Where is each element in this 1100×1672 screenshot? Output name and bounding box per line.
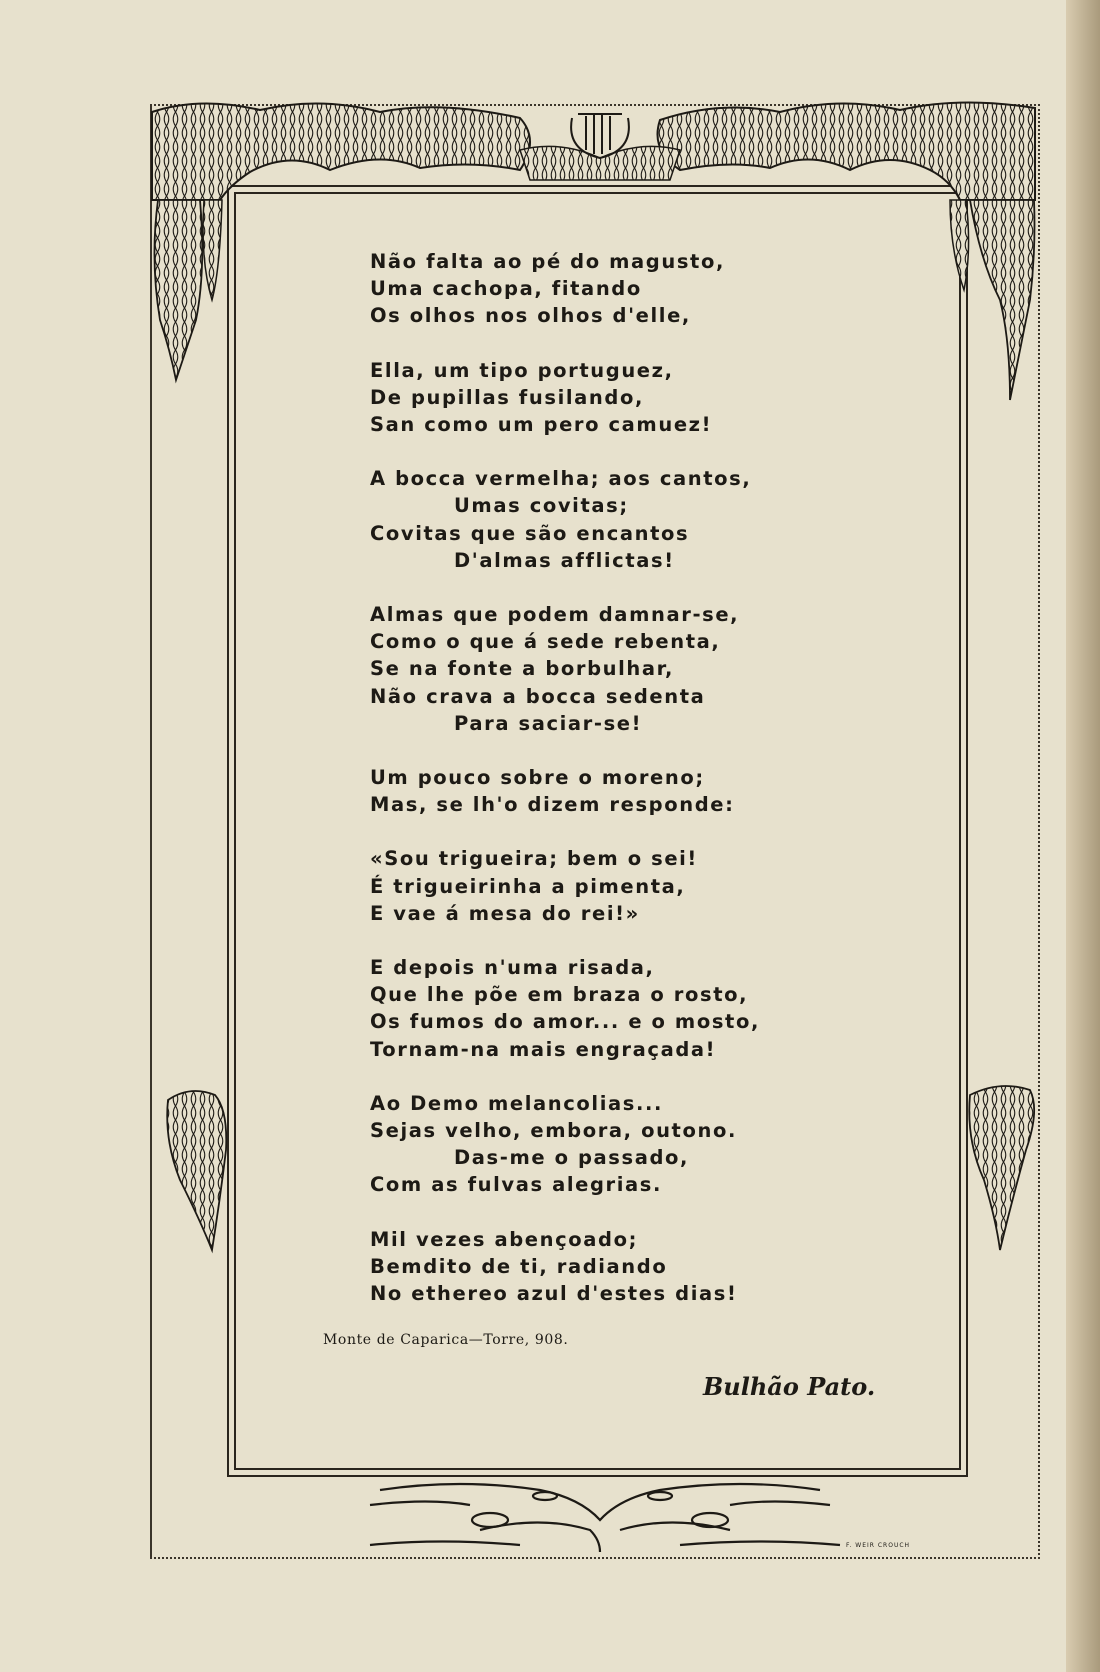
author-signature: Bulhão Pato.: [703, 1372, 876, 1401]
poem-line: Sejas velho, embora, outono.: [370, 1119, 737, 1143]
poem-line: Os fumos do amor... e o mosto,: [370, 1010, 760, 1034]
poem-line: E vae á mesa do rei!»: [370, 901, 640, 925]
poem-line: No ethereo azul d'estes dias!: [370, 1282, 738, 1306]
poem-line: Com as fulvas alegrias.: [370, 1173, 662, 1197]
poem-line: Almas que podem damnar-se,: [370, 603, 740, 627]
poem-line: Umas covitas;: [454, 494, 629, 518]
stanza: [370, 465, 830, 574]
poem-line: Para saciar-se!: [454, 711, 643, 735]
poem-line: Se na fonte a borbulhar,: [370, 657, 675, 681]
poem: [370, 248, 830, 1334]
poem-line: Não crava a bocca sedenta: [370, 684, 706, 708]
poem-line: Mil vezes abençoado;: [370, 1227, 638, 1251]
poem-line: Das-me o passado,: [454, 1146, 690, 1170]
poem-line: Não falta ao pé do magusto,: [370, 250, 725, 273]
stanza: [370, 1226, 830, 1308]
poem-line: «Sou trigueira; bem o sei!: [370, 847, 698, 871]
poem-line: Ella, um tipo portuguez,: [370, 358, 674, 382]
poem-line: San como um pero camuez!: [370, 413, 713, 437]
poem-line: Covitas que são encantos: [370, 521, 690, 545]
poem-line: Que lhe põe em braza o rosto,: [370, 983, 749, 1007]
poem-line: Uma cachopa, fitando: [370, 277, 642, 301]
stanza: [370, 845, 830, 927]
poem-line: E depois n'uma risada,: [370, 956, 655, 980]
stanza: [370, 248, 830, 330]
poem-line: A bocca vermelha; aos cantos,: [370, 467, 752, 491]
poem-line: Bemdito de ti, radiando: [370, 1254, 668, 1278]
poem-line: Tornam-na mais engraçada!: [370, 1037, 717, 1061]
poem-line: D'almas afflictas!: [454, 548, 675, 572]
right-top-hanging-foliage: [950, 200, 1035, 400]
artist-credit: F. WEIR CROUCH: [846, 1542, 911, 1549]
stanza: [370, 357, 830, 439]
poem-line: Um pouco sobre o moreno;: [370, 766, 705, 790]
stanza: [370, 954, 830, 1063]
right-side-hanging-foliage: [969, 1086, 1034, 1250]
poem-line: Como o que á sede rebenta,: [370, 630, 721, 654]
left-side-hanging-foliage: [167, 1091, 226, 1250]
poem-line: Os olhos nos olhos d'elle,: [370, 304, 691, 328]
stanza: [370, 764, 830, 818]
left-top-hanging-foliage: [154, 200, 222, 380]
place-date: Monte de Caparica—Torre, 908.: [323, 1332, 569, 1348]
stanza: [370, 601, 830, 737]
poem-line: É trigueirinha a pimenta,: [370, 874, 686, 898]
poem-line: De pupillas fusilando,: [370, 385, 644, 409]
poem-line: Mas, se lh'o dizem responde:: [370, 793, 735, 817]
bottom-scrollwork-ornament: [370, 1484, 840, 1552]
poem-line: Ao Demo melancolias...: [370, 1091, 663, 1115]
stanza: [370, 1090, 830, 1199]
